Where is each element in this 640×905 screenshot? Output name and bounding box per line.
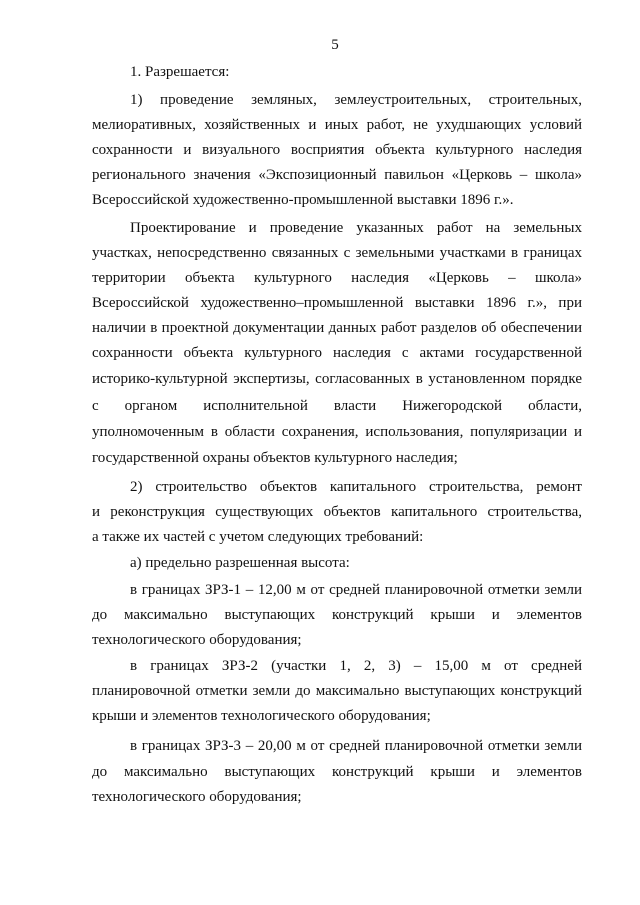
text-line: в границах ЗРЗ-3 – 20,00 м от средней планировочной отметки земли bbox=[130, 738, 582, 754]
page-number: 5 bbox=[331, 37, 339, 53]
text-line: Всероссийской художественно–промышленной выставки 1896 г.», при bbox=[92, 295, 582, 311]
text-line: участках, непосредственно связанных с земельными участками в границах bbox=[92, 245, 582, 261]
text-line: территории объекта культурного наследия «Церковь – школа» bbox=[92, 270, 582, 286]
text-line: 1) проведение земляных, землеустроительных, строительных, bbox=[130, 92, 582, 108]
text-line: до максимально выступающих конструкций крыши и элементов bbox=[92, 607, 582, 623]
text-line: историко-культурной экспертизы, согласованных в установленном порядке bbox=[92, 371, 582, 387]
text-line: в границах ЗРЗ-2 (участки 1, 2, 3) – 15,00 м от средней bbox=[130, 658, 582, 674]
text-line: Проектирование и проведение указанных работ на земельных bbox=[130, 220, 582, 236]
text-line: а также их частей с учетом следующих требований: bbox=[92, 529, 424, 545]
text-line: уполномоченным в области сохранения, использования, популяризации и bbox=[92, 424, 582, 440]
text-line: планировочной отметки земли до максимально выступающих конструкций bbox=[92, 683, 582, 699]
text-line: сохранности и визуального восприятия объекта культурного наследия bbox=[92, 142, 582, 158]
text-line: технологического оборудования; bbox=[92, 789, 302, 805]
text-line: Всероссийской художественно-промышленной выставки 1896 г.». bbox=[92, 192, 514, 208]
text-line: наличии в проектной документации данных работ разделов об обеспечении bbox=[92, 320, 582, 336]
text-line: государственной охраны объектов культурного наследия; bbox=[92, 450, 458, 466]
text-line: а) предельно разрешенная высота: bbox=[130, 555, 350, 571]
text-line: 2) строительство объектов капитального строительства, ремонт bbox=[130, 479, 582, 495]
text-line: крыши и элементов технологического оборудования; bbox=[92, 708, 431, 724]
text-line: сохранности объекта культурного наследия с актами государственной bbox=[92, 345, 582, 361]
text-line: мелиоративных, хозяйственных и иных работ, не ухудшающих условий bbox=[92, 117, 582, 133]
text-line: с органом исполнительной власти Нижегородской области, bbox=[92, 398, 582, 414]
text-line: до максимально выступающих конструкций крыши и элементов bbox=[92, 764, 582, 780]
text-line: 1. Разрешается: bbox=[130, 64, 230, 80]
text-line: регионального значения «Экспозиционный павильон «Церковь – школа» bbox=[92, 167, 582, 183]
text-line: в границах ЗРЗ-1 – 12,00 м от средней планировочной отметки земли bbox=[130, 582, 582, 598]
text-line: и реконструкция существующих объектов капитального строительства, bbox=[92, 504, 582, 520]
text-line: технологического оборудования; bbox=[92, 632, 302, 648]
